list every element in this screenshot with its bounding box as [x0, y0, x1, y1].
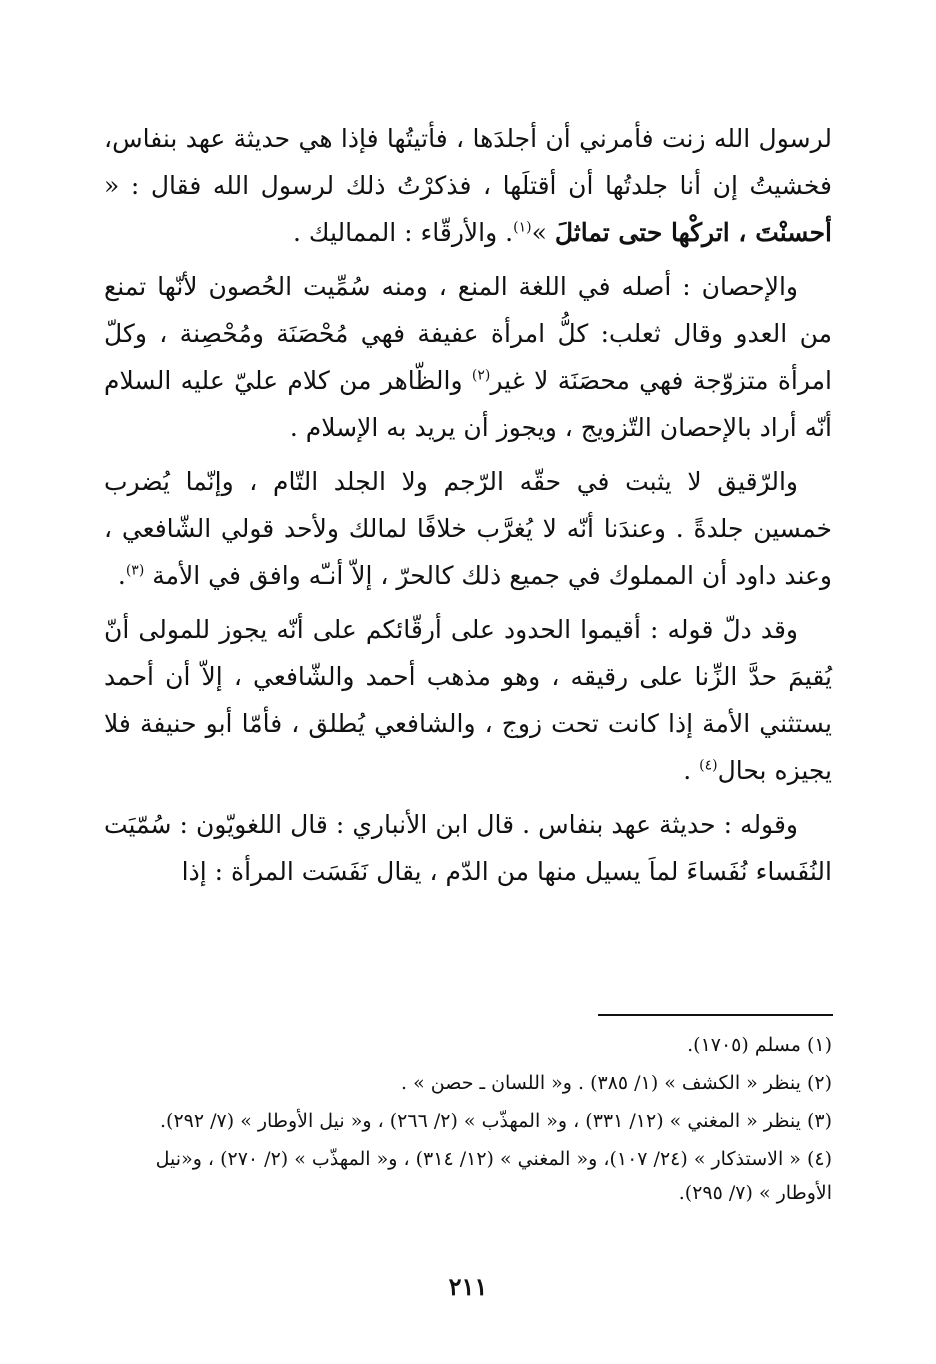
page-number: ٢١١	[448, 1272, 488, 1301]
footnotes	[104, 1028, 832, 1214]
text-run: والإحصان : أصله في اللغة المنع ، ومنه سُمِّيت الحُصون لأنّها تمنع من العدو وقال ثعلب: كلُّ امرأة عفيفة فهي مُحْصَنَة ومُحْصِنة ، وكلّ امرأة متزوّجة فهي محصَنَة لا غير	[104, 272, 832, 395]
footnote-3: (٣) ينظر « المغني » (١٢/ ٣٣١) ، و« المهذّب » (٢/ ٢٦٦) ، و« نيل الأوطار » (٧/ ٢٩٢).	[160, 1110, 832, 1132]
text-run: والظّاهر من كلام عليّ عليه السلام أنّه أراد بالإحصان التّزويج ، ويجوز أن يريد به الإسلام .	[104, 366, 832, 442]
paragraph-2	[104, 263, 832, 451]
text-run: وقوله : حديثة عهد بنفاس . قال ابن الأنباري : قال اللغويّون : سُمّيَت النُفَساء نُفَساءَ لماَ يسيل منها من الدّم ، يقال نَفَسَت المرأة : إذا	[104, 810, 832, 886]
paragraph-3	[104, 458, 832, 599]
paragraph-5	[104, 801, 832, 895]
footnote-divider	[598, 1014, 833, 1016]
paragraph-1	[104, 115, 832, 256]
footnote-ref-4[interactable]: (٤)	[699, 757, 718, 774]
footnote-ref-1[interactable]: (١)	[513, 219, 532, 236]
text-run: لرسول الله زنت فأمرني أن أجلدَها ، فأتيتُها فإذا هي حديثة عهد بنفاس، فخشيتُ إن أنا جلدتُها أن أقتلَها ، فذكرْتُ ذلك لرسول الله فقال : «	[104, 124, 832, 200]
footnote-2: (٢) ينظر « الكشف » (١/ ٣٨٥) . و« اللسان ـ حصن » .	[401, 1072, 832, 1094]
text-run: .	[117, 561, 126, 590]
footnote-ref-3[interactable]: (٣)	[125, 562, 145, 579]
text-run: »	[531, 218, 555, 247]
hadith-quote: أحسنْتَ ، اتركْها حتى تماثلَ	[554, 218, 832, 247]
footnote-1: (١) مسلم (١٧٠٥).	[687, 1034, 832, 1056]
main-text	[104, 115, 832, 895]
text-run: والرّقيق لا يثبت في حقّه الرّجم ولا الجلد التّام ، وإنّما يُضرب خمسين جلدةً . وعندَنا أنّه لا يُغرَّب خلافًا لمالك ولأحد قولي الشّافعي ، وعند داود أن المملوك في جميع ذلك كالحرّ ، إلاّ أنـّه وافق في الأمة	[104, 467, 832, 590]
text-run: وقد دلّ قوله : أقيموا الحدود على أرقّائكم على أنّه يجوز للمولى أنّ يُقيمَ حدَّ الزِّنا على رقيقه ، وهو مذهب أحمد والشّافعي ، إلاّ أن أحمد يستثني الأمة إذا كانت تحت زوج ، والشافعي يُطلق ، فأمّا أبو حنيفة فلا يجيزه بحال	[104, 615, 832, 785]
footnote-4: (٤) « الاستذكار » (٢٤/ ١٠٧)، و« المغني » (١٢/ ٣١٤) ، و« المهذّب » (٢/ ٢٧٠) ، و«نيل الأوطار » (٧/ ٢٩٥).	[155, 1148, 832, 1204]
text-run: .	[683, 756, 700, 785]
footnote-ref-2[interactable]: (٢)	[471, 367, 491, 384]
text-run: . والأرقّاء : المماليك .	[293, 218, 514, 247]
paragraph-4	[104, 606, 832, 794]
